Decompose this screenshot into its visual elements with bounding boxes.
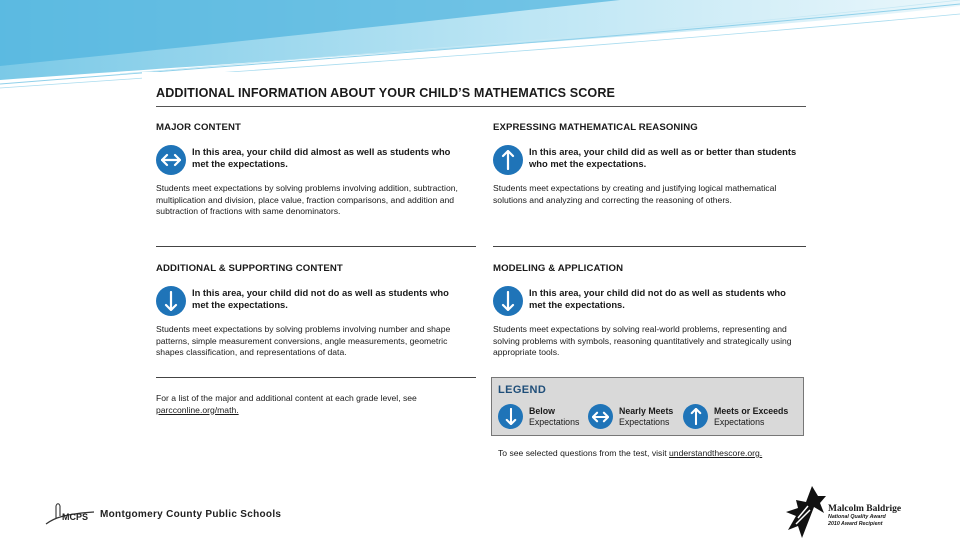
legend-label-line2: Expectations bbox=[714, 416, 765, 427]
legend-item-below bbox=[498, 404, 591, 429]
legend-footer bbox=[498, 448, 762, 458]
down-arrow-icon bbox=[498, 404, 523, 429]
baldrige-award-logo bbox=[784, 486, 901, 538]
legend-item-nearly bbox=[588, 404, 681, 429]
legend-label-line2: Expectations bbox=[619, 416, 670, 427]
parcc-link[interactable]: parcconline.org/math. bbox=[156, 404, 239, 415]
section-heading: EXPRESSING MATHEMATICAL REASONING bbox=[493, 122, 698, 133]
section-divider bbox=[156, 377, 476, 378]
award-subtitle: National Quality Award bbox=[828, 514, 886, 520]
legend-label-line2: Expectations bbox=[529, 416, 580, 427]
legend-title: LEGEND bbox=[498, 384, 547, 396]
section-divider bbox=[156, 246, 476, 247]
legend-label-line1: Below bbox=[529, 405, 555, 416]
footnote-text: For a list of the major and additional content at each grade level, see bbox=[156, 393, 417, 403]
legend-footer-text: To see selected questions from the test, visit bbox=[498, 448, 667, 458]
report-title: ADDITIONAL INFORMATION ABOUT YOUR CHILD’S MATHEMATICS SCORE bbox=[156, 86, 806, 107]
section-status: In this area, your child did not do as well as students who met the expectations. bbox=[192, 287, 449, 310]
down-arrow-icon bbox=[493, 286, 523, 316]
section-status: In this area, your child did not do as well as students who met the expectations. bbox=[529, 287, 786, 310]
mcps-emblem-icon bbox=[40, 500, 96, 528]
section-expressing-reasoning bbox=[493, 122, 811, 206]
score-report-page bbox=[142, 72, 818, 472]
up-arrow-icon bbox=[493, 145, 523, 175]
section-heading: ADDITIONAL & SUPPORTING CONTENT bbox=[156, 263, 343, 274]
section-status: In this area, your child did almost as well as students who met the expectations. bbox=[192, 146, 451, 169]
section-description: Students meet expectations by creating and justifying logical mathematical solutions and analyzing and correcting the reasoning of others. bbox=[493, 183, 777, 205]
down-arrow-icon bbox=[156, 286, 186, 316]
section-description: Students meet expectations by solving problems involving number and shape patterns, simple measurement conversions, angle measurements, geometric shapes classification, and representations of data. bbox=[156, 324, 451, 357]
content-footnote bbox=[156, 393, 456, 416]
legend-label-line1: Nearly Meets bbox=[619, 405, 674, 416]
section-description: Students meet expectations by solving problems involving addition, subtraction, multiplication and division, place value, fraction comparisons, and addition and subtraction of fractions with same denominators. bbox=[156, 183, 458, 216]
section-heading: MODELING & APPLICATION bbox=[493, 263, 624, 274]
award-title: Malcolm Baldrige bbox=[828, 504, 902, 514]
understand-score-link[interactable]: understandthescore.org. bbox=[669, 448, 763, 458]
section-status: In this area, your child did as well as or better than students who met the expectations. bbox=[529, 146, 797, 169]
mcps-logo bbox=[40, 500, 281, 528]
district-name: Montgomery County Public Schools bbox=[100, 508, 282, 520]
section-heading: MAJOR CONTENT bbox=[156, 122, 241, 133]
section-major-content bbox=[156, 122, 474, 218]
section-modeling-application bbox=[493, 263, 811, 359]
legend-label-line1: Meets or Exceeds bbox=[714, 405, 789, 416]
up-arrow-icon bbox=[683, 404, 708, 429]
award-year: 2010 Award Recipient bbox=[828, 521, 883, 527]
baldrige-star-icon bbox=[784, 486, 826, 538]
section-description: Students meet expectations by solving real-world problems, representing and solving problems with symbols, reasoning quantitatively and strategically using appropriate tools. bbox=[493, 324, 792, 357]
section-additional-supporting bbox=[156, 263, 474, 359]
legend-box bbox=[491, 377, 804, 436]
section-divider bbox=[493, 246, 806, 247]
legend-item-meets bbox=[683, 404, 800, 429]
mcps-logo-text: MCPS bbox=[62, 512, 89, 522]
left-right-arrow-icon bbox=[156, 145, 186, 175]
left-right-arrow-icon bbox=[588, 404, 613, 429]
